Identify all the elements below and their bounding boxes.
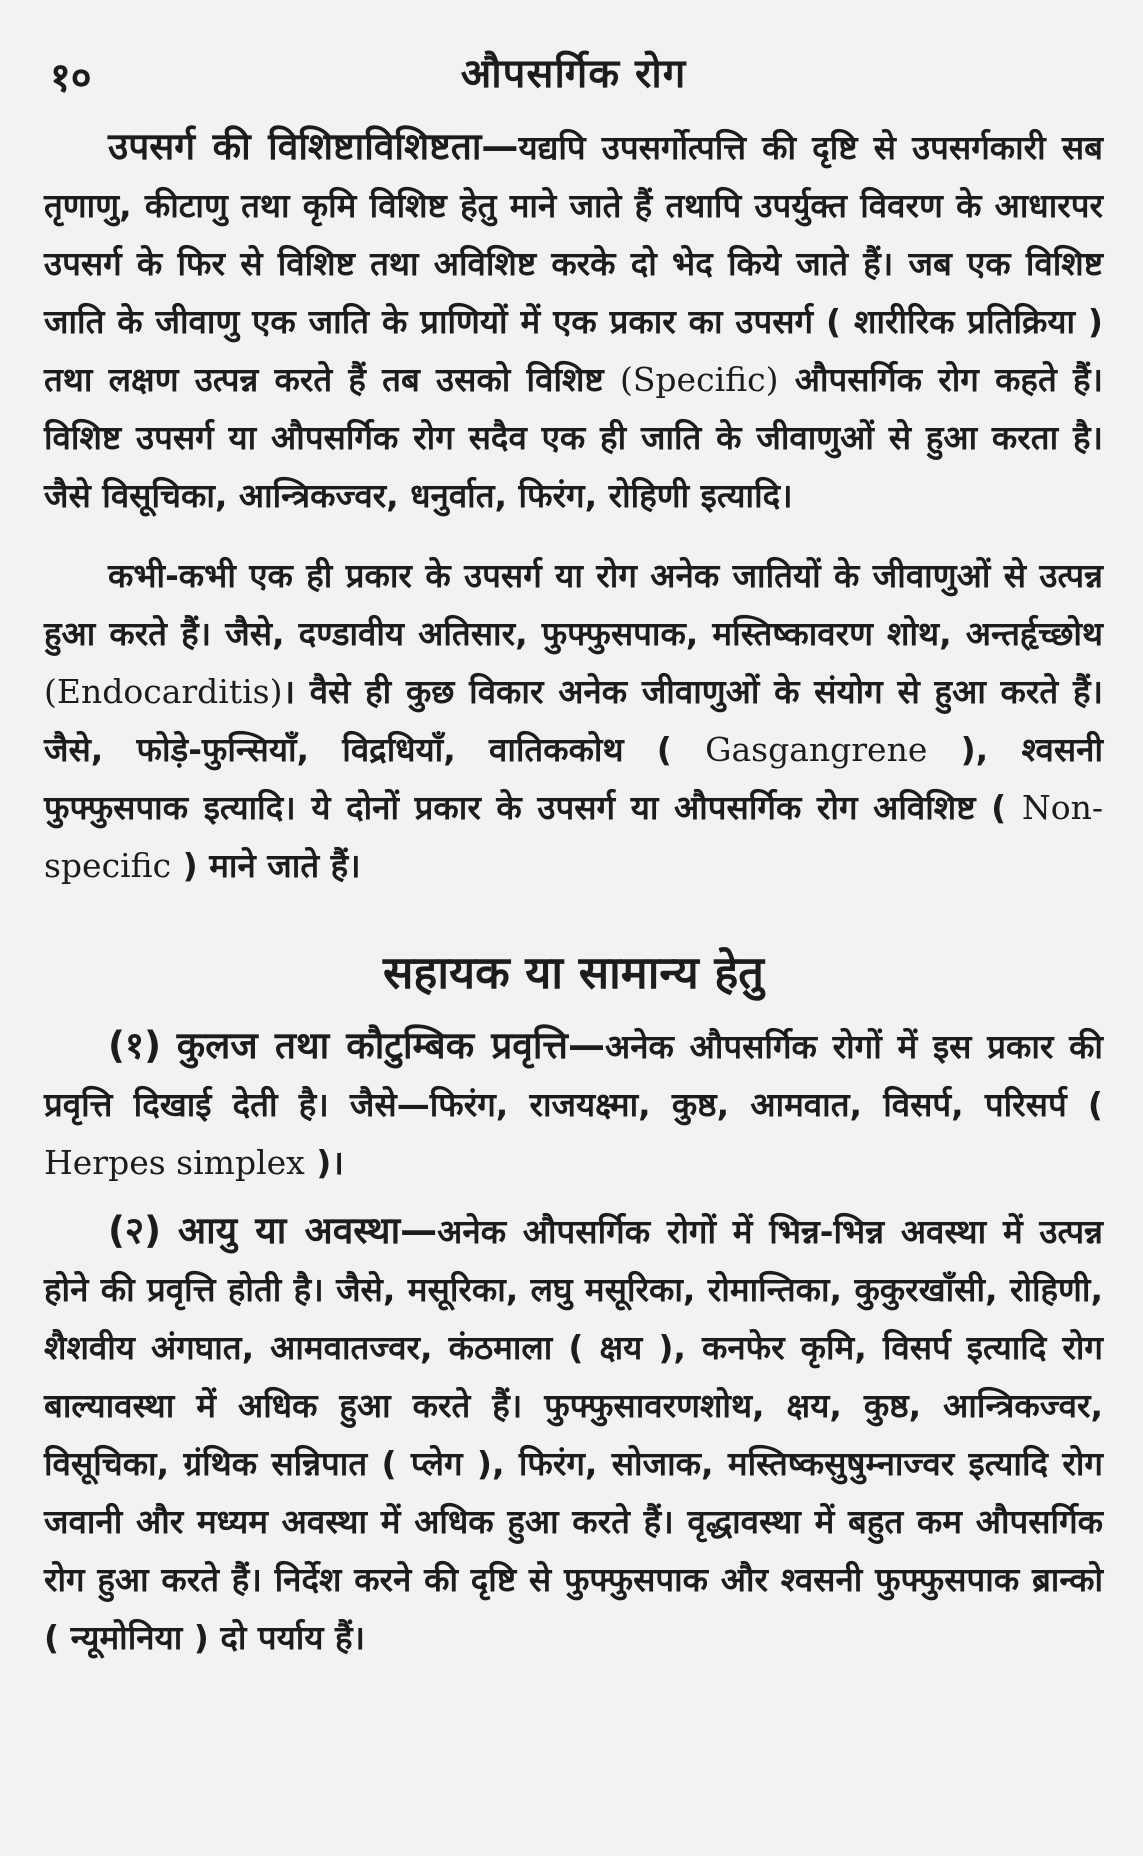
page-number: १० [50,55,92,101]
paragraph-text: ), श्वसनी फुफ्फुसपाक इत्यादि। ये दोनों प्रकार के उपसर्ग या औपसर्गिक रोग अविशिष्ट ( [44,730,1103,827]
item-number: (१) [108,1024,162,1067]
item-lead: कुलज तथा कौटुम्बिक प्रवृत्ति— [176,1024,605,1067]
paragraph-text: कभी-कभी एक ही प्रकार के उपसर्ग या रोग अनेक जातियों के जीवाणुओं से उत्पन्न हुआ करते हैं। जैसे, दण्डावीय अतिसार, फुफ्फुसपाक, मस्तिष्कावरण शोथ, अन्तर्हृच्छोथ [44,556,1103,653]
paragraph-text: । वैसे ही कुछ विकार अनेक जीवाणुओं के संयोग से हुआ करते हैं। जैसे, फोड़े-फुन्सियाँ, विद्रधियाँ, वातिककोथ ( [44,672,1103,769]
running-title: औपसर्गिक रोग [460,51,687,97]
item-text: अनेक औपसर्गिक रोगों में भिन्न-भिन्न अवस्था में उत्पन्न होने की प्रवृत्ति होती है। जैसे, मसूरिका, लघु मसूरिका, रोमान्तिका, कुकुरखाँसी, रोहिणी, शैशवीय अंगघात, आमवातज्वर, कंठमाला ( क्षय ), कनफेर कृमि, विसर्प इत्यादि रोग बाल्यावस्था में अधिक हुआ करते हैं। फुफ्फुसावरणशोथ, क्षय, कुष्ठ, आन्त्रिकज्वर, विसूचिका, ग्रंथिक सन्निपात ( प्लेग ), फिरंग, सोजाक, मस्तिष्कसुषुम्नाज्वर इत्यादि रोग जवानी और मध्यम अवस्था में अधिक हुआ करते हैं। वृद्धावस्था में बहुत कम औपसर्गिक रोग हुआ करते हैं। निर्देश करने की दृष्टि से फुफ्फुसपाक और श्वसनी फुफ्फुसपाक ब्रान्को ( न्यूमोनिया ) दो पर्याय हैं। [44,1212,1103,1657]
paragraph-text: ) माने जाते हैं। [182,846,361,885]
list-item-age [44,1202,1103,1667]
latin-term: Herpes simplex [44,1143,305,1182]
paragraph-nonspecific [44,547,1103,895]
latin-term: Gasgangrene [705,730,928,769]
paragraph-text: यद्यपि उपसर्गोत्पत्ति की दृष्टि से उपसर्गकारी सब तृणाणु, कीटाणु तथा कृमि विशिष्ट हेतु माने जाते हैं तथापि उपर्युक्त विवरण के आधारपर उपसर्ग के फिर से विशिष्ट तथा अविशिष्ट करके दो भेद किये जाते हैं। जब एक विशिष्ट जाति के जीवाणु एक जाति के प्राणियों में एक प्रकार का उपसर्ग ( शारीरिक प्रतिक्रिया ) तथा लक्षण उत्पन्न करते हैं तब उसको विशिष्ट [44,128,1103,399]
latin-term: (Endocarditis) [44,672,283,711]
paragraph-specificity [44,118,1103,525]
paragraph-lead: उपसर्ग की विशिष्टाविशिष्टता— [108,125,519,168]
latin-term: (Specific) [619,360,779,399]
section-heading: सहायक या सामान्य हेतु [383,946,764,999]
item-lead: आयु या अवस्था— [177,1209,438,1252]
item-text: )। [316,1143,344,1182]
item-text: अनेक औपसर्गिक रोगों में इस प्रकार की प्रवृत्ति दिखाई देती है। जैसे—फिरंग, राजयक्ष्मा, कुष्ठ, आमवात, विसर्प, परिसर्प ( [44,1027,1103,1124]
paragraph-text: औपसर्गिक रोग कहते हैं। विशिष्ट उपसर्ग या औपसर्गिक रोग सदैव एक ही जाति के जीवाणुओं से हुआ करता है। जैसे विसूचिका, आन्त्रिकज्वर, धनुर्वात, फिरंग, रोहिणी इत्यादि। [44,360,1104,515]
page-header [44,44,1103,106]
latin-term: Non-specific [44,788,1103,885]
item-number: (२) [108,1209,162,1252]
list-item-hereditary [44,1017,1103,1192]
